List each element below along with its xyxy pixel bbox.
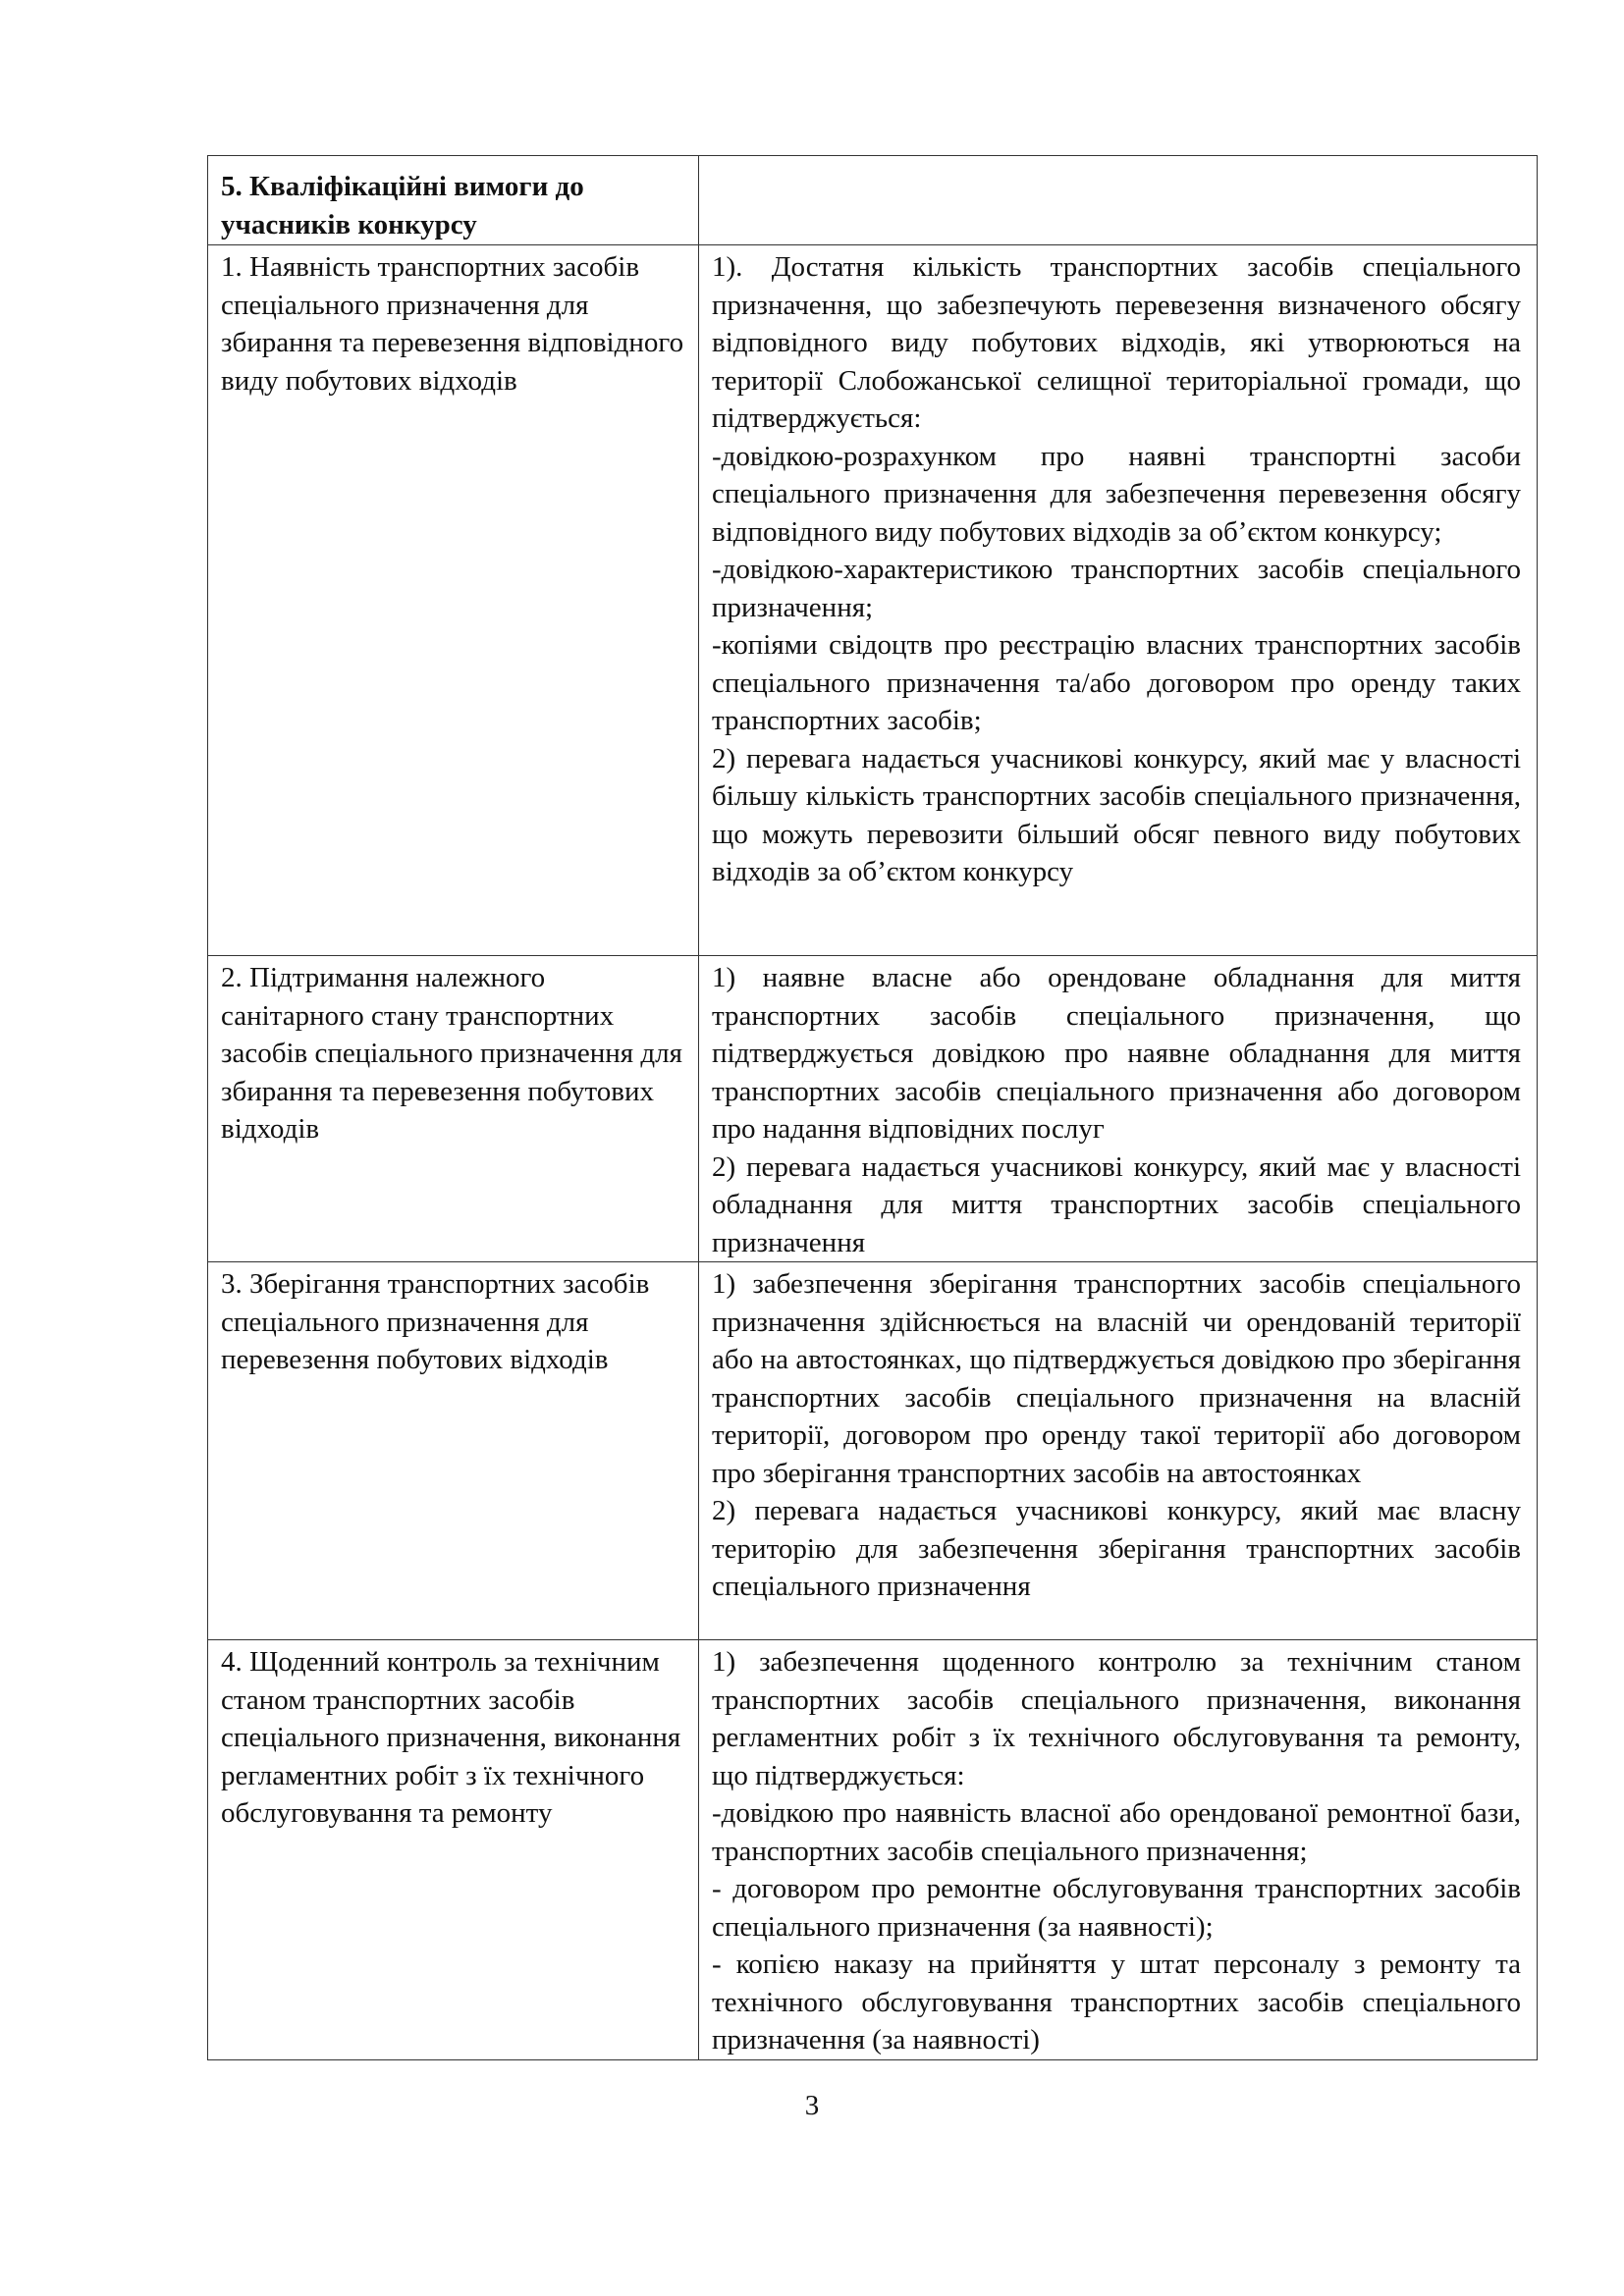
requirement-details (699, 956, 1538, 1262)
section-heading: 5. Кваліфікаційні вимоги до учасників конкурсу (208, 156, 699, 245)
requirement-paragraph: 1) забезпечення щоденного контролю за технічним станом транспортних засобів спеціального призначення, виконання регламентних робіт з їх технічного обслуговування та ремонту, що підтверджується: (712, 1646, 1521, 1791)
requirement-paragraph: -довідкою-розрахунком про наявні транспортні засоби спеціального призначення для забезпечення перевезення обсягу відповідного виду побутових відходів за об’єктом конкурсу; (712, 440, 1521, 548)
table-header-row (208, 156, 1538, 245)
requirement-label: 4. Щоденний контроль за технічним станом транспортних засобів спеціального призначення, виконання регламентних робіт з їх технічного обслуговування та ремонту (208, 1640, 699, 2060)
table-row (208, 956, 1538, 1262)
requirement-paragraph: -довідкою-характеристикою транспортних засобів спеціального призначення; (712, 554, 1521, 623)
requirement-label: 1. Наявність транспортних засобів спеціального призначення для збирання та перевезення відповідного виду побутових відходів (208, 245, 699, 956)
requirement-paragraph: - договором про ремонтне обслуговування транспортних засобів спеціального призначення (за наявності); (712, 1873, 1521, 1943)
requirement-details (699, 1262, 1538, 1640)
requirement-paragraph: 2) перевага надається учасникові конкурсу, який має власну територію для забезпечення зберігання транспортних засобів спеціального призначення (712, 1495, 1521, 1602)
qualification-requirements-table (207, 155, 1538, 2060)
requirement-paragraph: 2) перевага надається учасникові конкурсу, який має у власності обладнання для миття транспортних засобів спеціального призначення (712, 1150, 1521, 1258)
table-row (208, 245, 1538, 956)
requirement-details (699, 1640, 1538, 2060)
table-row (208, 1262, 1538, 1640)
requirement-details (699, 245, 1538, 956)
requirement-label: 3. Зберігання транспортних засобів спеціального призначення для перевезення побутових відходів (208, 1262, 699, 1640)
requirement-paragraph: 1). Достатня кількість транспортних засобів спеціального призначення, що забезпечують перевезення визначеного обсягу відповідного виду побутових відходів, які утворюються на території Слобожанської селищної територіальної громади, що підтверджується: (712, 251, 1521, 434)
requirement-label: 2. Підтримання належного санітарного стану транспортних засобів спеціального призначення для збирання та перевезення побутових відходів (208, 956, 699, 1262)
requirement-paragraph: -копіями свідоцтв про реєстрацію власних транспортних засобів спеціального призначення та/або договором про оренду таких транспортних засобів; (712, 629, 1521, 736)
table-row (208, 1640, 1538, 2060)
requirement-paragraph: -довідкою про наявність власної або орендованої ремонтної бази, транспортних засобів спеціального призначення; (712, 1797, 1521, 1867)
requirement-paragraph: 2) перевага надається учасникові конкурсу, який має у власності більшу кількість транспортних засобів спеціального призначення, що можуть перевозити більший обсяг певного виду побутових відходів за об’єктом конкурсу (712, 742, 1521, 887)
page-number: 3 (804, 2090, 820, 2121)
section-heading-empty-cell (699, 156, 1538, 245)
requirement-paragraph: 1) наявне власне або орендоване обладнання для миття транспортних засобів спеціального призначення, що підтверджується довідкою про наявне обладнання для миття транспортних засобів спеціального призначення або договором про надання відповідних послуг (712, 962, 1521, 1145)
requirement-paragraph: 1) забезпечення зберігання транспортних засобів спеціального призначення здійснюється на власній чи орендованій території або на автостоянках, що підтверджується довідкою про зберігання транспортних засобів спеціального призначення на власній території, договором про оренду такої території або договором про зберігання транспортних засобів на автостоянках (712, 1268, 1521, 1489)
requirement-paragraph: - копією наказу на прийняття у штат персоналу з ремонту та технічного обслуговування транспортних засобів спеціального призначення (за наявності) (712, 1949, 1521, 2056)
